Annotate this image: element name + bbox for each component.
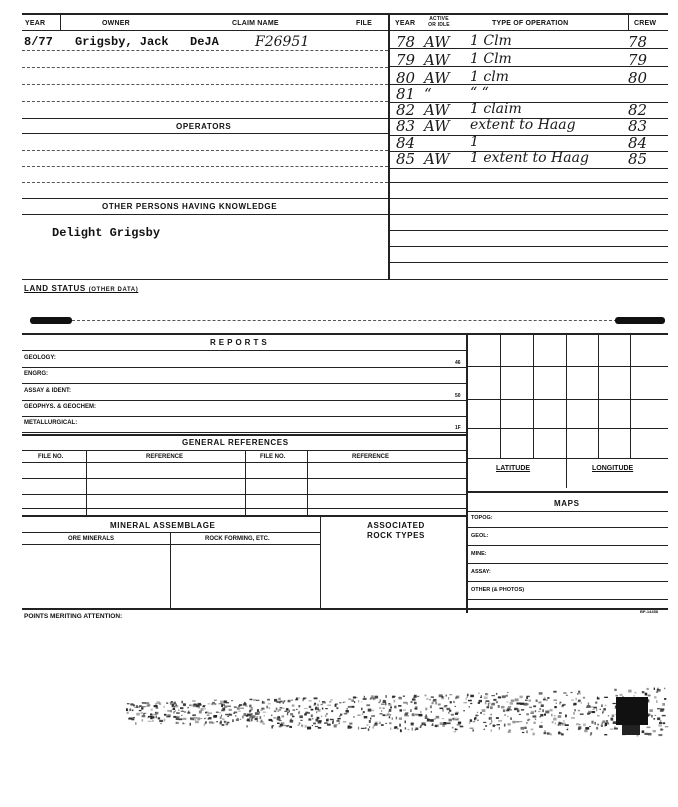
col-file-no: FILE NO. <box>38 454 64 460</box>
operation-status: AW <box>424 69 450 87</box>
map-label: TOPOG: <box>471 515 493 521</box>
header-year-2: YEAR <box>395 20 416 27</box>
operation-type: 1 Clm <box>470 51 512 67</box>
report-label: GEOPHYS. & GEOCHEM: <box>24 404 97 410</box>
operation-status: AW <box>424 33 450 51</box>
longitude-label: LONGITUDE <box>592 465 634 472</box>
header-owner: OWNER <box>102 20 130 27</box>
operation-type: 1 <box>470 134 479 150</box>
operation-type: “ “ <box>470 85 489 101</box>
operation-year: 83 <box>396 117 416 135</box>
header-file: FILE <box>356 20 372 27</box>
report-label: ASSAY & IDENT: <box>24 388 72 394</box>
latitude-label: LATITUDE <box>496 465 531 472</box>
operation-crew: 80 <box>628 69 648 87</box>
operation-crew: 82 <box>628 101 648 119</box>
file-number: F26951 <box>255 34 310 50</box>
report-label: GEOLOGY: <box>24 355 56 361</box>
map-label: GEOL: <box>471 533 489 539</box>
map-label: OTHER (& PHOTOS) <box>471 587 525 593</box>
other-person-name: Delight Grigsby <box>52 226 161 240</box>
owner-name: Grigsby, Jack <box>75 35 169 49</box>
header-crew: CREW <box>634 20 657 27</box>
ore-minerals: ORE MINERALS <box>68 536 115 542</box>
operation-type: extent to Haag <box>470 117 576 133</box>
col-reference-2: REFERENCE <box>352 454 390 460</box>
owner-year: 8/77 <box>24 35 53 49</box>
header-type-of-operation: TYPE OF OPERATION <box>492 20 569 27</box>
operation-status: AW <box>424 117 450 135</box>
operation-year: 85 <box>396 150 416 168</box>
operation-crew: 84 <box>628 134 648 152</box>
col-file-no-2: FILE NO. <box>260 454 286 460</box>
report-code: 50 <box>455 393 461 399</box>
operation-status: AW <box>424 150 450 168</box>
other-persons-title: OTHER PERSONS HAVING KNOWLEDGE <box>102 202 278 211</box>
report-code: 1F <box>455 425 461 431</box>
operation-status: AW <box>424 51 450 69</box>
operation-year: 84 <box>396 134 416 152</box>
operation-type: 1 Clm <box>470 33 512 49</box>
col-reference: REFERENCE <box>146 454 184 460</box>
maps-title: MAPS <box>554 499 580 508</box>
points-meriting-attention: POINTS MERITING ATTENTION: <box>24 613 123 620</box>
operators-title: OPERATORS <box>176 122 232 131</box>
report-label: ENGRG: <box>24 371 48 377</box>
map-label: MINE: <box>471 551 487 557</box>
operation-year: 81 <box>396 85 416 103</box>
operation-type: 1 clm <box>470 69 509 85</box>
reports-title: REPORTS <box>210 338 270 347</box>
form-number: BP-14458 <box>640 609 659 614</box>
operation-year: 82 <box>396 101 416 119</box>
map-label: ASSAY: <box>471 569 491 575</box>
land-status-title: LAND STATUS (OTHER DATA) <box>24 284 139 293</box>
header-year: YEAR <box>25 20 46 27</box>
operation-crew: 79 <box>628 51 648 69</box>
report-label: METALLURGICAL: <box>24 420 78 426</box>
associated-rock-types: ASSOCIATED ROCK TYPES <box>366 521 425 540</box>
operation-crew: 85 <box>628 150 648 168</box>
claim-name: DeJA <box>190 35 219 49</box>
operation-type: 1 claim <box>470 101 522 117</box>
operation-year: 78 <box>396 33 416 51</box>
rock-forming: ROCK FORMING, ETC. <box>205 536 270 542</box>
operation-year: 80 <box>396 69 416 87</box>
operation-status: AW <box>424 101 450 119</box>
operation-type: 1 extent to Haag <box>470 150 589 166</box>
header-active-or-idle: ACTIVE OR IDLE <box>428 16 450 28</box>
report-code: 46 <box>455 360 461 366</box>
operation-status: “ <box>424 85 432 103</box>
operation-crew: 83 <box>628 117 648 135</box>
mineral-assemblage-title: MINERAL ASSEMBLAGE <box>110 521 216 530</box>
operation-crew: 78 <box>628 33 648 51</box>
header-claim-name: CLAIM NAME <box>232 20 279 27</box>
general-references-title: GENERAL REFERENCES <box>182 438 289 447</box>
operation-year: 79 <box>396 51 416 69</box>
